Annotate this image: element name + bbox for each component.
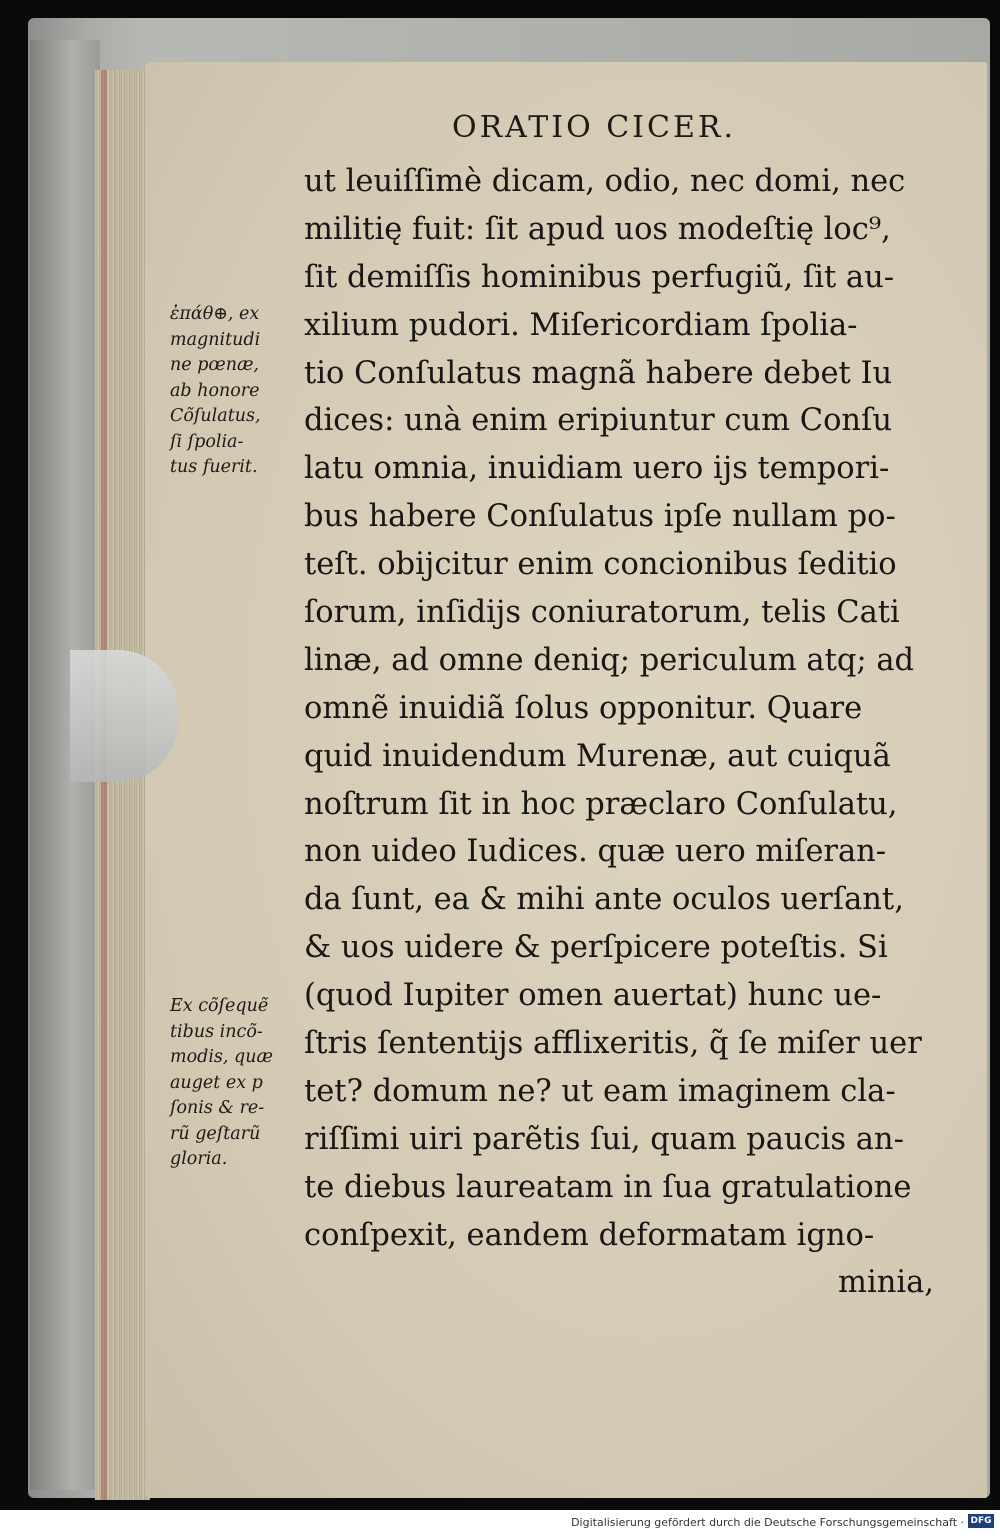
text-line: non uideo Iudices. quæ uero miſeran‑ (304, 834, 887, 870)
text-line: quid inuidendum Murenæ, aut cuiquã (304, 738, 891, 774)
text-line: (quod Iupiter omen auertat) hunc ue‑ (304, 978, 882, 1014)
text-line: riſſimi uiri parẽtis ſui, quam paucis an‑ (304, 1121, 904, 1157)
text-line: dices: unà enim eripiuntur cum Conſu (304, 403, 893, 439)
text-line: ut leuiſſimè dicam, odio, nec domi, nec (304, 164, 906, 199)
margin-note-line: ἐπάθ⊕, ex (170, 304, 260, 324)
text-line: ſtris ſententijs afflixeritis, q̃ ſe miſer uer (304, 1026, 922, 1062)
footer-credit: Digitalisierung gefördert durch die Deutsche Forschungsgemeinschaft · (571, 1516, 964, 1529)
margin-note (170, 302, 295, 481)
margin-note-line: rũ geſtarũ (170, 1123, 261, 1144)
dfg-logo: DFG (968, 1514, 994, 1528)
margin-note-line: Ex cõſequẽ (170, 996, 269, 1016)
text-line: omnẽ inuidiã ſolus opponitur. Quare (304, 690, 863, 726)
page-clasp (70, 650, 178, 782)
running-head: ORATIO CICER. (452, 110, 736, 145)
margin-note-line: ab honore (170, 380, 260, 401)
text-line: bus habere Conſulatus ipſe nullam po‑ (304, 499, 896, 535)
body-text (304, 158, 944, 1307)
text-line: te diebus laureatam in ſua gratulatione (304, 1169, 912, 1205)
text-line: teſt. obijcitur enim concionibus ſeditio (304, 547, 897, 583)
text-line: militię fuit: ſit apud uos modeſtię loc⁹, (304, 211, 891, 247)
text-line: tio Conſulatus magnã habere debet Iu (304, 355, 893, 391)
text-line: ſit demiſſis hominibus perfugiũ, ſit au‑ (304, 259, 895, 295)
text-line: tet? domum ne? ut eam imaginem cla‑ (304, 1073, 896, 1109)
margin-note-line: ſi ſpolia‑ (170, 431, 244, 452)
margin-note-line: ſonis & re‑ (170, 1098, 265, 1118)
text-line: & uos uidere & perſpicere poteſtis. Si (304, 930, 888, 966)
margin-note-line: gloria. (170, 1149, 228, 1169)
text-line: ſorum, inſidijs coniuratorum, telis Cati (304, 595, 900, 631)
margin-note-line: auget ex p (170, 1072, 263, 1093)
margin-note (170, 994, 295, 1173)
margin-note-line: modis, quæ (170, 1047, 273, 1067)
catchword-line: minia, (838, 1265, 934, 1301)
page-edges (95, 70, 150, 1500)
text-line: da ſunt, ea & mihi ante oculos uerſant, (304, 882, 904, 918)
text-line: xilium pudori. Miſericordiam ſpolia‑ (304, 307, 858, 343)
text-line: noſtrum ſit in hoc præclaro Conſulatu, (304, 786, 898, 822)
margin-note-line: magnitudi (170, 329, 261, 350)
margin-note-line: Cõſulatus, (170, 406, 261, 426)
red-edge (101, 70, 107, 1500)
margin-note-line: tus fuerit. (170, 457, 258, 477)
text-line: latu omnia, inuidiam uero ijs tempori‑ (304, 451, 890, 487)
margin-note-line: ne pœnæ, (170, 355, 259, 375)
text-line: conſpexit, eandem deformatam igno‑ (304, 1217, 875, 1253)
margin-note-line: tibus incõ‑ (170, 1021, 263, 1042)
text-line: linæ, ad omne deniq; periculum atq; ad (304, 642, 915, 678)
